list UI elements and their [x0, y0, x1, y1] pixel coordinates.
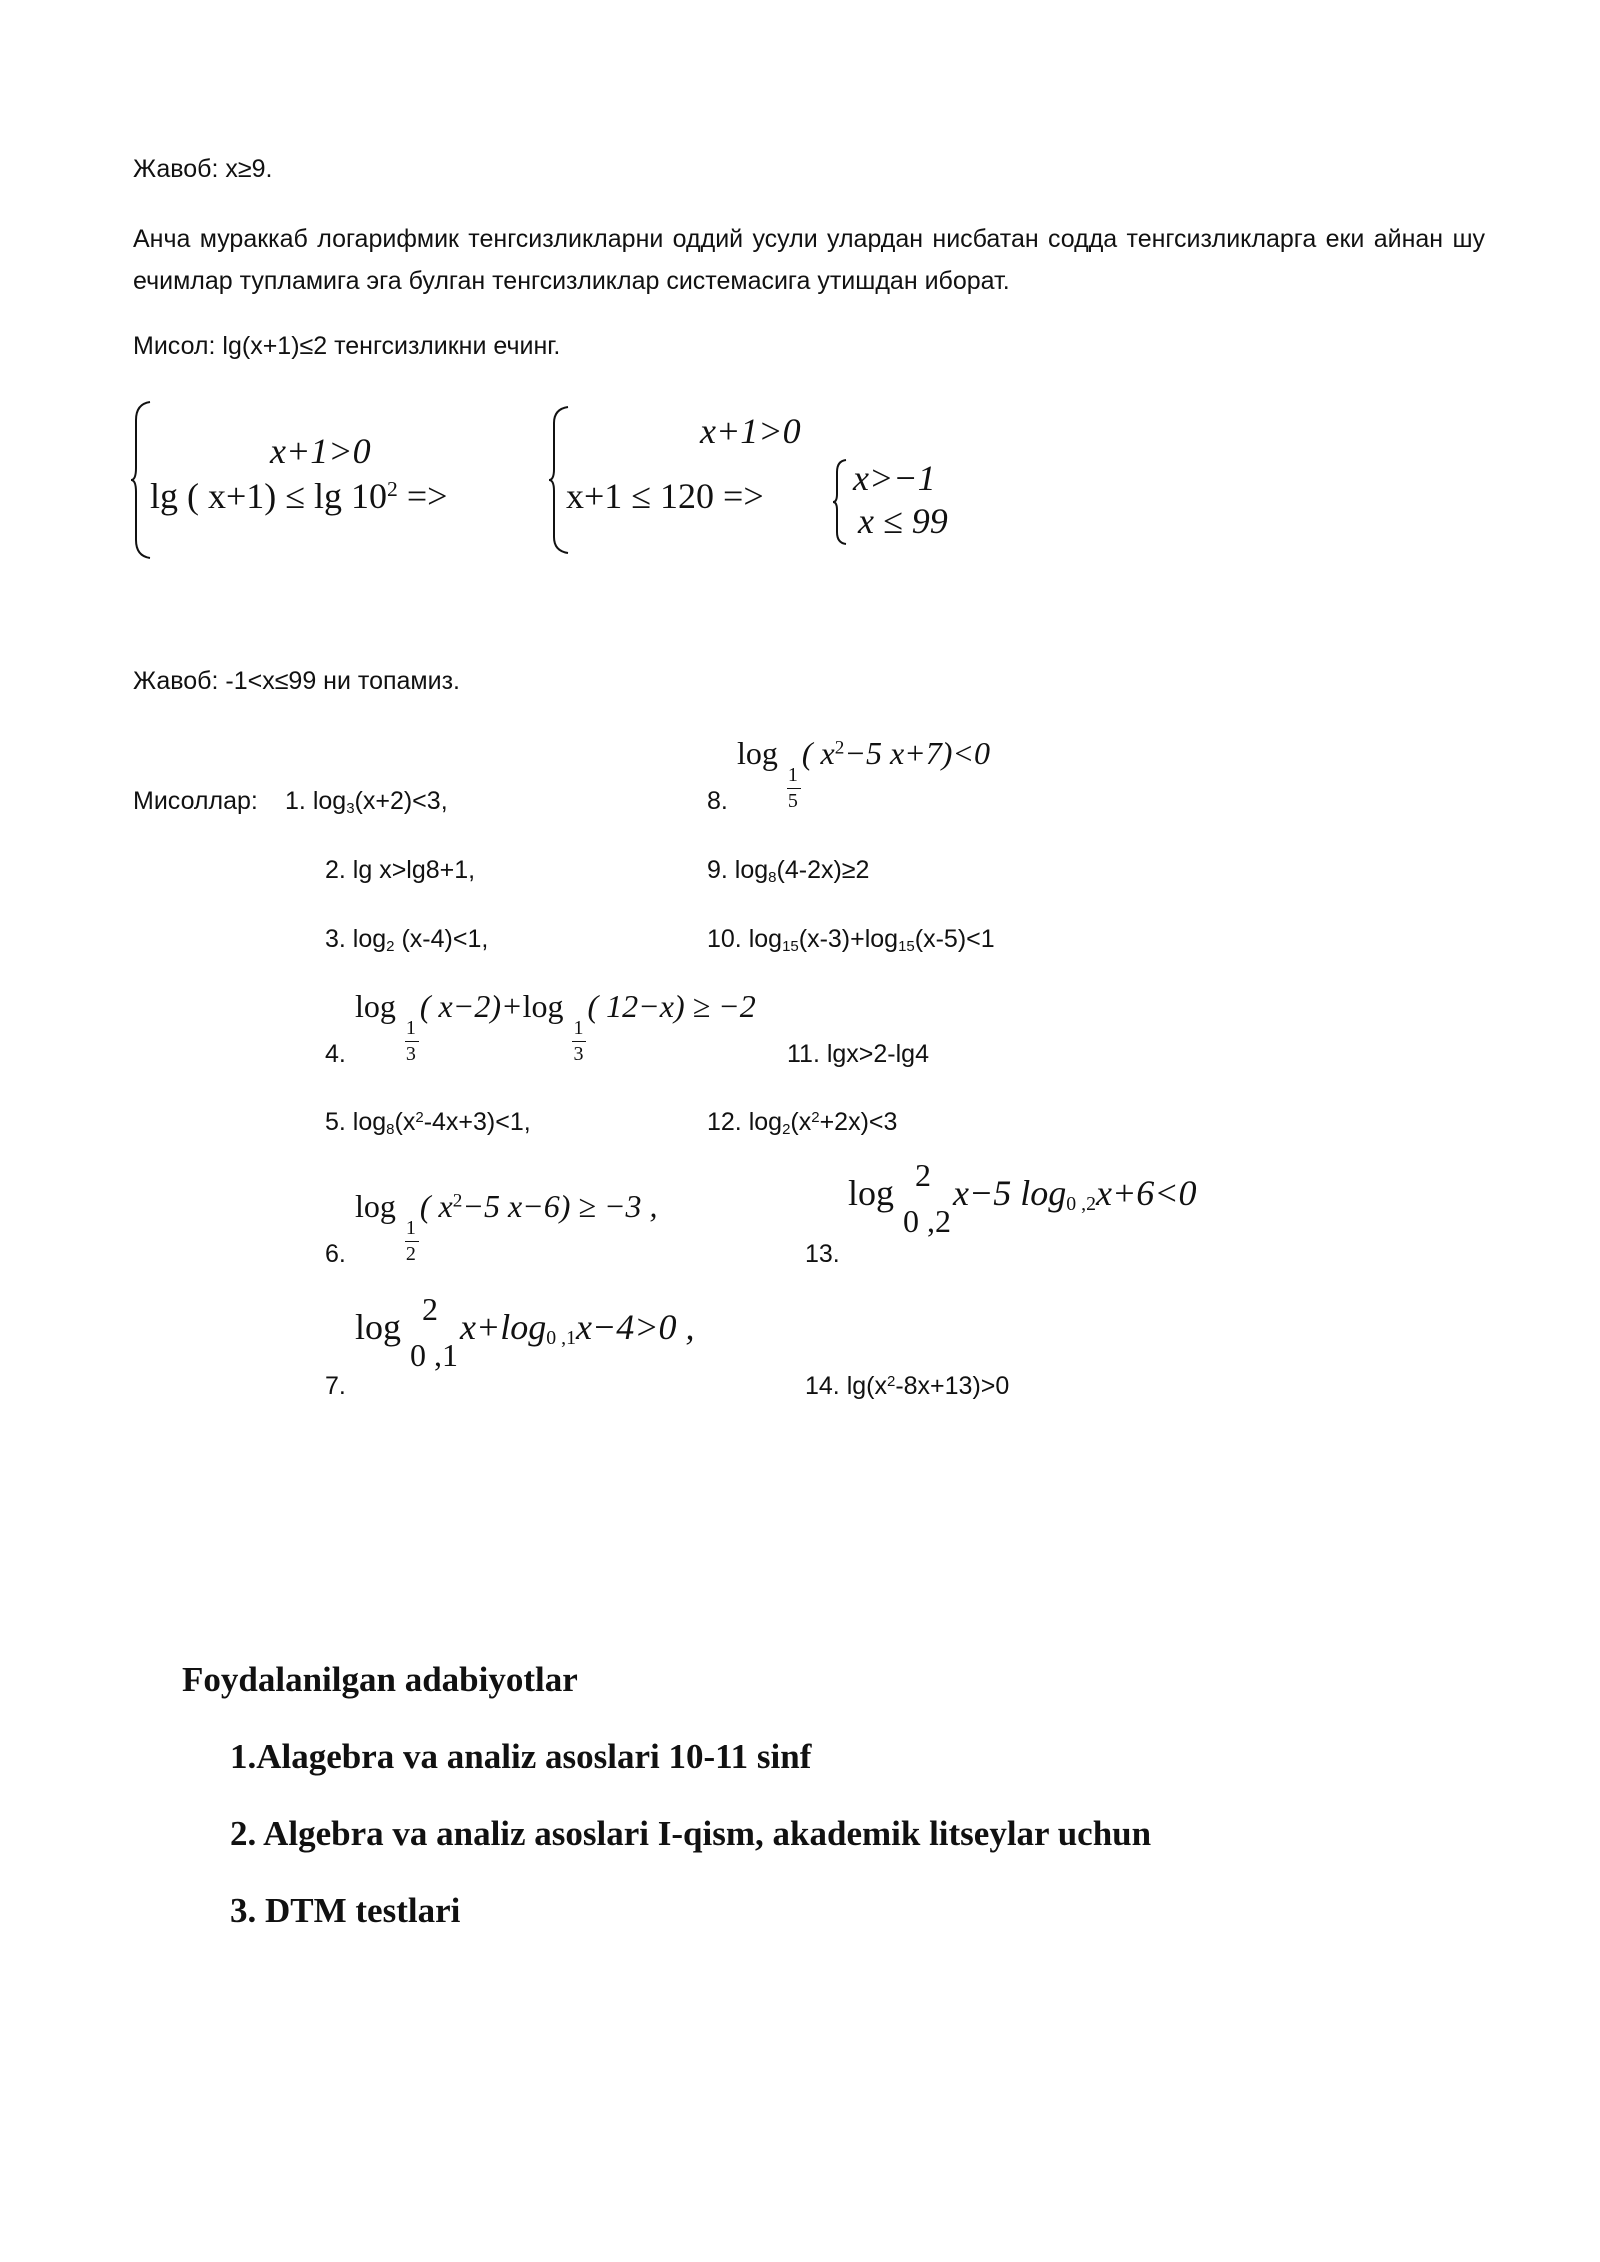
references-heading: Foydalanilgan adabiyotlar [182, 1660, 578, 1699]
system2-line2: x+1 ≤ 120 => [566, 476, 764, 516]
exercise-8-number: 8. [707, 787, 728, 815]
exercise-3: 3. $\log_2 (x-4)<1$, [325, 925, 489, 955]
exercise-13-formula: log 2 0 ,2 x−5 $\log_{0 ,2}x+6<0$ [848, 1157, 1197, 1239]
left-brace-1 [130, 400, 152, 560]
exercise-12: 12. $\log_2(x^2+2x)<3$ [707, 1108, 898, 1138]
system3-line2: x ≤ 99 [858, 501, 948, 541]
left-brace-3 [832, 458, 848, 546]
example-intro: Мисол: lg(x+1)≤2 тенгсизликни ечинг. [133, 332, 561, 360]
exercise-11: 11. lgx>2-lg4 [787, 1040, 929, 1068]
exercise-9: 9. $\log_8(4-2x)\ge 2$ [707, 856, 870, 886]
exercise-1: 1. $\log_3(x+2)<3$, [285, 787, 448, 817]
exercise-10: 10. $\log_{15}(x-3)+\log_{15}(x-5)<1$ [707, 925, 995, 955]
answer-line-1: Жавоб: x≥9. [133, 155, 273, 183]
exercise-7-formula: log 2 0 ,1 $x+\log_{0 ,1}x-4>0$ , [355, 1291, 695, 1373]
reference-item-1: 1.Alagebra va analiz asoslari 10-11 sinf [230, 1737, 812, 1776]
answer-line-2: Жавоб: -1<x≤99 ни топамиз. [133, 667, 460, 695]
exercises-label: Мисоллар: [133, 787, 258, 815]
exercise-2: 2. lg x>lg8+1, [325, 856, 476, 884]
exercise-13-number: 13. [805, 1240, 840, 1268]
exercise-6-number: 6. [325, 1240, 346, 1268]
system3-line1: x>−1 [853, 458, 936, 498]
reference-item-2: 2. Algebra va analiz asoslari I-qism, akademik litseylar uchun [230, 1814, 1152, 1853]
reference-item-3: 3. DTM testlari [230, 1891, 461, 1930]
exercise-5: 5. $\log_8(x^2-4x+3)<1$, [325, 1108, 531, 1138]
exercise-14: 14. $\lg(x^2-8x+13)>0$ [805, 1372, 1010, 1400]
system1-line1: x+1>0 [270, 431, 371, 471]
exercise-4-formula: log $\frac{1}{3}$ ( x−2)+log $\frac{1}{3}$ ( 12−x) ≥ −2 [355, 988, 756, 1065]
system2-line1: x+1>0 [700, 411, 801, 451]
explanation-paragraph: Анча мураккаб логарифмик тенгсизликларни оддий усули улардан нисбатан содда тенгсизликларга еки айнан шу ечимлар тупламига эга булган тенгсизликлар системасига утишдан иборат. [133, 225, 1485, 295]
system1-line2: lg ( $x+1) \le \lg 10^2$ => [150, 476, 448, 516]
exercise-4-number: 4. [325, 1040, 346, 1068]
exercise-7-number: 7. [325, 1372, 346, 1400]
exercise-8-formula: log $\frac{1}{5}$ ( $x^2-5$ x+7)<0 [737, 735, 990, 812]
exercise-6-formula: log $\frac{1}{2}$ ( $x^2-5$ x−6) ≥ −3 , [355, 1188, 658, 1265]
